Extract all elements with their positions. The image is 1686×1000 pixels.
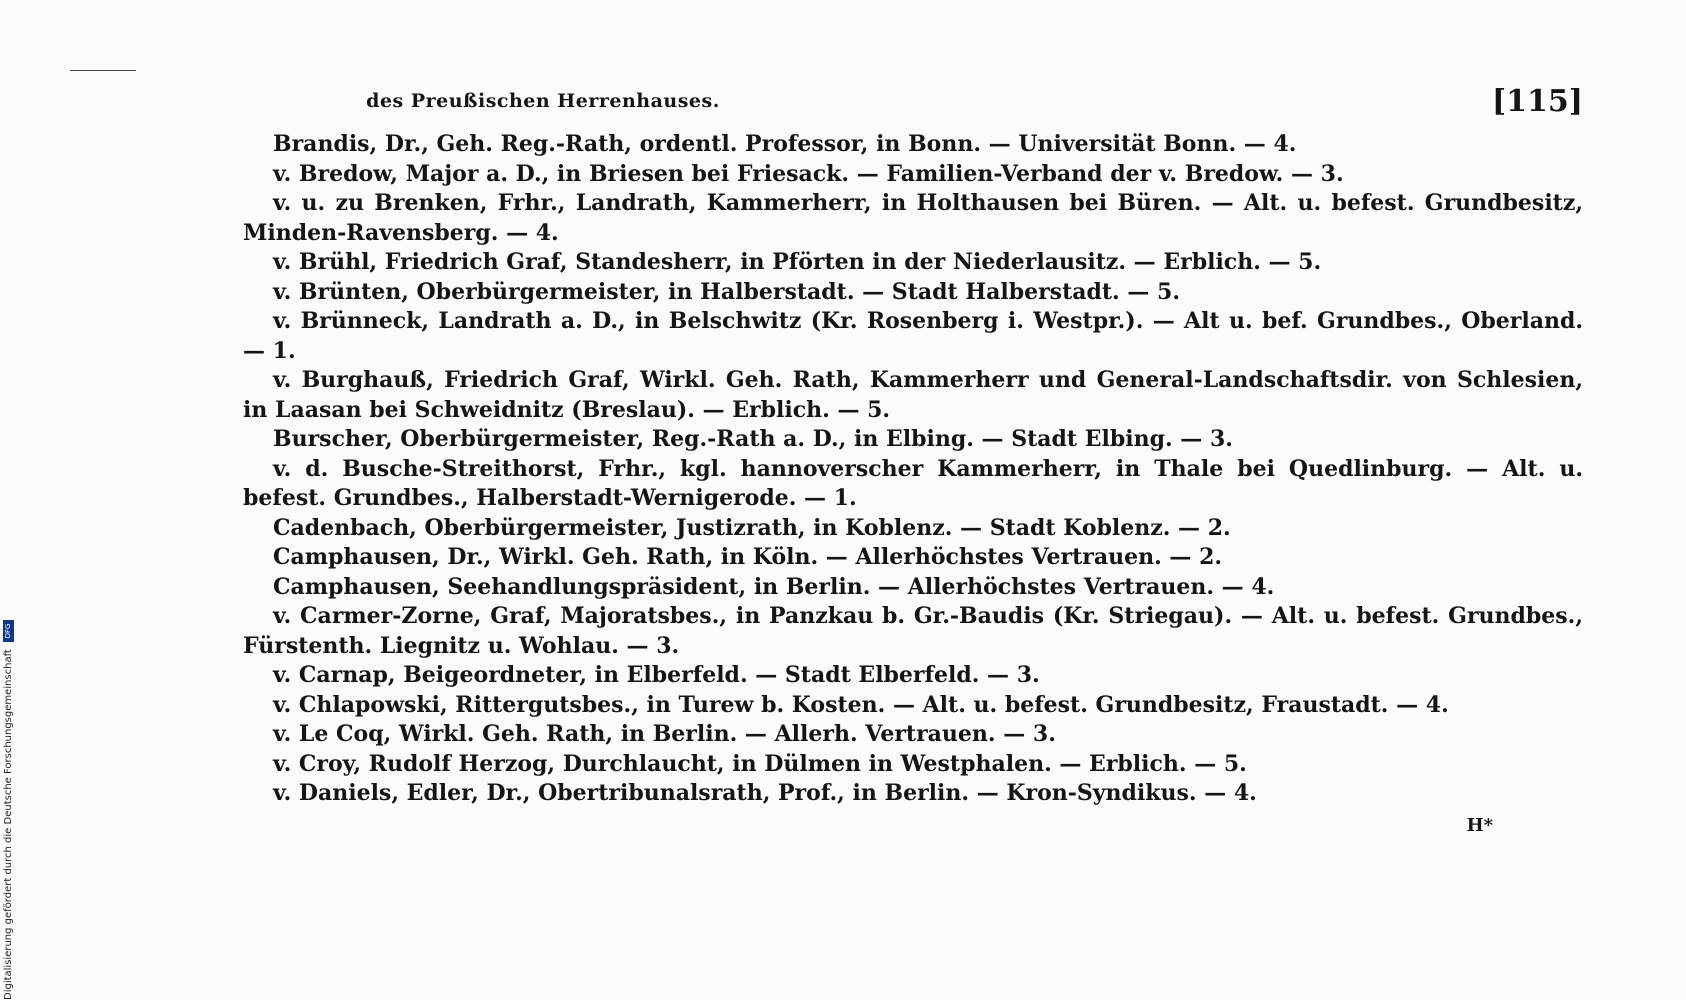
register-entry: Burscher, Oberbürgermeister, Reg.-Rath a. D., in Elbing. — Stadt Elbing. — 3.: [273, 426, 1233, 452]
register-entry: v. Brünneck, Landrath a. D., in Belschwitz (Kr. Rosenberg i. Westpr.). — Alt u. bef. Grundbes., Oberland. — 1.: [243, 308, 1583, 364]
register-entry: Cadenbach, Oberbürgermeister, Justizrath, in Koblenz. — Stadt Koblenz. — 2.: [273, 514, 1231, 541]
register-entry: v. Croy, Rudolf Herzog, Durchlaucht, in Dülmen in Westphalen. — Erblich. — 5.: [273, 750, 1247, 777]
register-entry: v. u. zu Brenken, Frhr., Landrath, Kammerherr, in Holthausen bei Büren. — Alt. u. befest. Grundbesitz, Minden-Ravensberg. — 4.: [243, 190, 1583, 246]
register-entry: v. Brünten, Oberbürgermeister, in Halberstadt. — Stadt Halberstadt. — 5.: [273, 278, 1180, 305]
register-entry: Brandis, Dr., Geh. Reg.-Rath, ordentl. Professor, in Bonn. — Universität Bonn. — 4.: [273, 131, 1297, 157]
register-entry: v. Carnap, Beigeordneter, in Elberfeld. — Stadt Elberfeld. — 3.: [273, 662, 1040, 688]
credit-text: Digitalisierung gefördert durch die Deutsche Forschungsgemeinschaft: [3, 649, 14, 1000]
register-entry: v. d. Busche-Streithorst, Frhr., kgl. hannoverscher Kammerherr, in Thale bei Quedlinburg. — Alt. u. befest. Grundbes., Halberstadt-Wernigerode. — 1.: [243, 455, 1583, 511]
dfg-logo: DFG: [3, 620, 14, 642]
entries-block: [243, 84, 1583, 836]
decorative-rule: [70, 70, 136, 71]
signature-mark: H*: [1466, 814, 1493, 836]
register-entry: Camphausen, Seehandlungspräsident, in Berlin. — Allerhöchstes Vertrauen. — 4.: [273, 573, 1275, 600]
register-entry: v. Le Coq, Wirkl. Geh. Rath, in Berlin. — Allerh. Vertrauen. — 3.: [273, 721, 1056, 747]
page-number: [115]: [1491, 84, 1583, 119]
register-entry: v. Brühl, Friedrich Graf, Standesherr, in Pförten in der Niederlausitz. — Erblich. — 5.: [273, 249, 1322, 275]
register-entry: Camphausen, Dr., Wirkl. Geh. Rath, in Köln. — Allerhöchstes Vertrauen. — 2.: [273, 544, 1223, 570]
register-entry: v. Daniels, Edler, Dr., Obertribunalsrath, Prof., in Berlin. — Kron-Syndikus. — 4.: [273, 780, 1257, 806]
register-entry: v. Chlapowski, Rittergutsbes., in Turew b. Kosten. — Alt. u. befest. Grundbesitz, Fraustadt. — 4.: [273, 691, 1449, 718]
running-head: des Preußischen Herrenhauses.: [366, 90, 720, 112]
header-line: [243, 84, 1583, 130]
digitization-credit: [0, 600, 18, 1000]
rotated-page: [143, 84, 1583, 836]
register-entry: v. Bredow, Major a. D., in Briesen bei Friesack. — Familien-Verband der v. Bredow. — 3.: [273, 160, 1344, 187]
entry-list: [243, 130, 1583, 809]
register-entry: v. Burghauß, Friedrich Graf, Wirkl. Geh. Rath, Kammerherr und General-Landschaftsdir. von Schlesien, in Laasan bei Schweidnitz (Breslau). — Erblich. — 5.: [243, 367, 1583, 423]
register-entry: v. Carmer-Zorne, Graf, Majoratsbes., in Panzkau b. Gr.-Baudis (Kr. Striegau). — Alt. u. befest. Grundbes., Fürstenth. Liegnitz u. Wohlau. — 3.: [243, 603, 1583, 659]
